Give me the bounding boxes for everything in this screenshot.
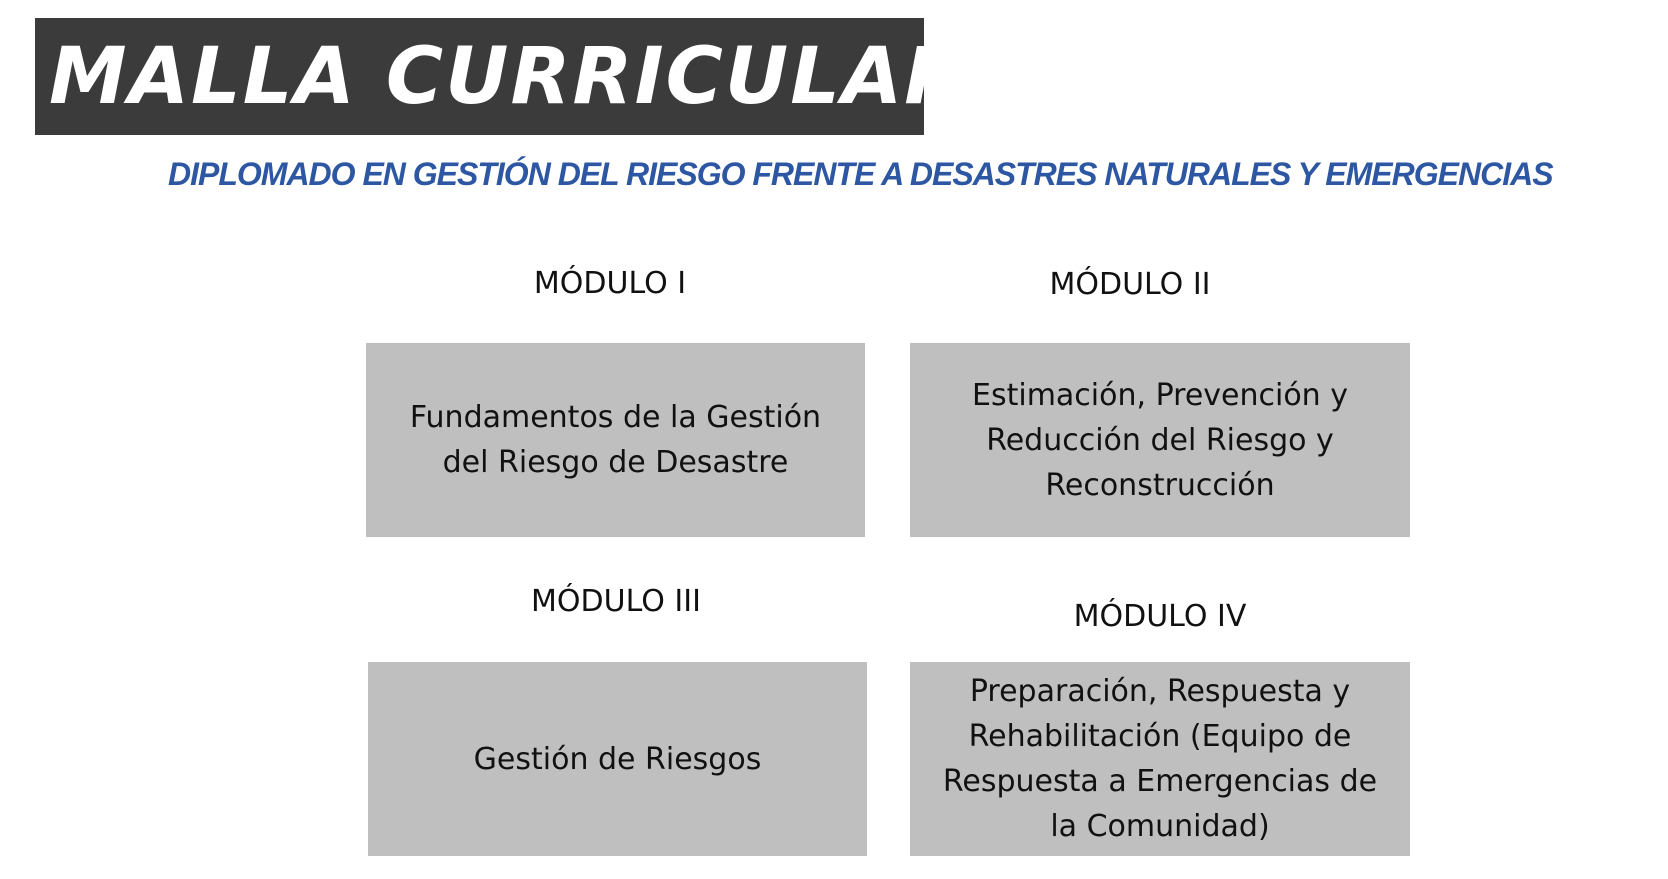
module-1-box: [366, 343, 865, 537]
module-4-name: Preparación, Respuesta y Rehabilitación (Equipo de Respuesta a Emergencias de la Comunidad): [942, 674, 1378, 844]
module-3-box: [368, 662, 867, 856]
page-title: MALLA CURRICULAR: [49, 31, 967, 122]
module-1-label: MÓDULO I: [533, 266, 687, 301]
module-3-name: Gestión de Riesgos: [473, 741, 762, 777]
module-4-label: MÓDULO IV: [1073, 599, 1247, 634]
module-3-label: MÓDULO III: [531, 584, 701, 619]
diploma-subtitle: DIPLOMADO EN GESTIÓN DEL RIESGO FRENTE A DESASTRES NATURALES Y EMERGENCIAS: [168, 156, 1553, 192]
module-4-box: [910, 662, 1410, 856]
module-2-label: MÓDULO II: [1049, 267, 1211, 302]
module-2-name: Estimación, Prevención y Reducción del Riesgo y Reconstrucción: [972, 377, 1348, 503]
title-banner: [35, 18, 967, 135]
module-1-name: Fundamentos de la Gestión del Riesgo de Desastre: [409, 400, 822, 480]
module-2-box: [910, 343, 1410, 537]
